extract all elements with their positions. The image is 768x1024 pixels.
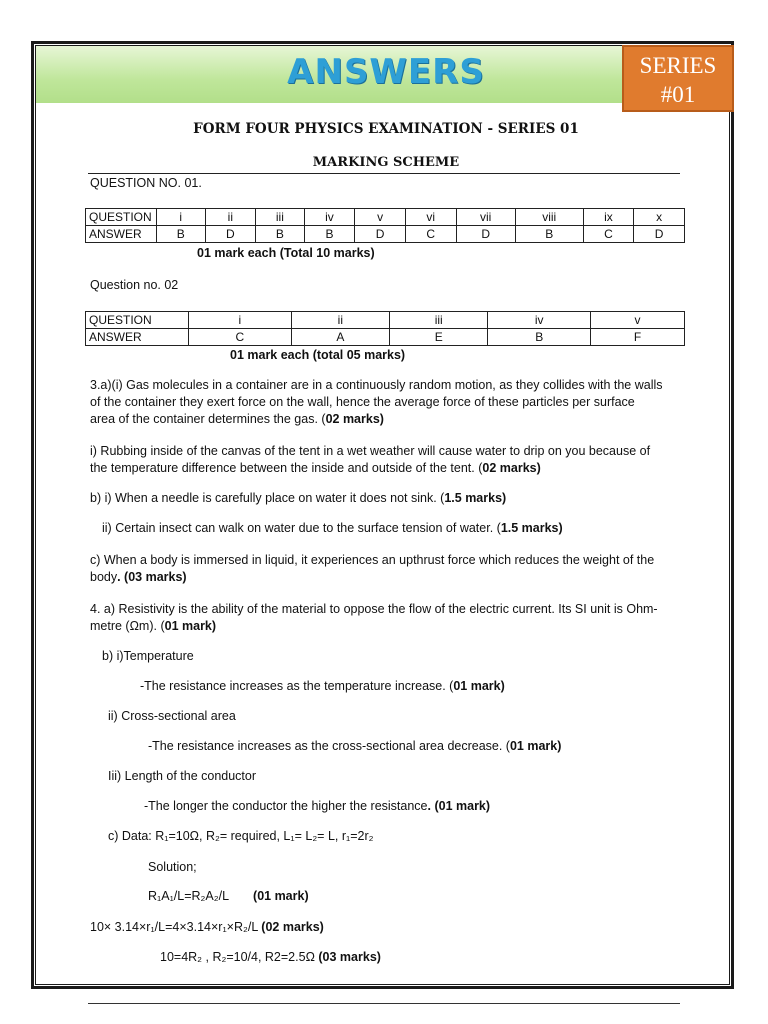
q2-number: i	[189, 312, 292, 329]
q1-number: ix	[583, 209, 634, 226]
q1-answer: C	[583, 226, 634, 243]
q4b-heading: b) i)Temperature	[102, 649, 194, 663]
q4c-marks: 01 mark)	[509, 739, 562, 753]
q3a-line2: of the container they exert force on the wall, hence the average force of these particles per surface	[90, 395, 635, 409]
q1-number: x	[634, 209, 685, 226]
q2-answer-table	[85, 311, 685, 346]
series-badge	[622, 45, 734, 112]
q4e-formula-line	[148, 888, 309, 905]
q3b-i-text: b) i) When a needle is carefully place on water it does not sink. (	[90, 491, 445, 505]
q4a-line2	[90, 618, 216, 635]
q4e-data: c) Data: R₁=10Ω, R₂= required, L₁= L₂= L, r₁=2r₂	[108, 829, 374, 843]
q1-number: iv	[304, 209, 355, 226]
q3c-marks: . (03 marks)	[117, 570, 187, 584]
q2-answer-header: ANSWER	[86, 329, 189, 346]
q3i-text: the temperature difference between the inside and outside of the tent. (	[90, 461, 483, 475]
q1-number: viii	[515, 209, 583, 226]
q4f-marks: (02 marks)	[261, 920, 324, 934]
q1-number: vii	[456, 209, 515, 226]
q2-answer: E	[390, 329, 488, 346]
q3i-marks: 02 marks)	[482, 461, 541, 475]
q3b-ii-marks: 1.5 marks)	[500, 521, 563, 535]
q1-answer: C	[405, 226, 456, 243]
q3i-line2	[90, 460, 541, 477]
q1-number: ii	[205, 209, 256, 226]
q4g-marks: (03 marks)	[318, 950, 381, 964]
q2-answer: B	[488, 329, 591, 346]
q4e-formula-marks: (01 mark)	[253, 889, 309, 903]
q4a-text: metre (Ωm). (	[90, 619, 165, 633]
q1-answer: D	[634, 226, 685, 243]
q3a-text: area of the container determines the gas. (	[90, 412, 326, 426]
q1-answer: B	[157, 226, 206, 243]
q1-answer: B	[304, 226, 355, 243]
q1-number: vi	[405, 209, 456, 226]
q3b-i-line	[90, 490, 506, 507]
q2-number: ii	[291, 312, 389, 329]
q4a-line1: 4. a) Resistivity is the ability of the material to oppose the flow of the electric current. Its SI unit is Ohm-	[90, 602, 658, 616]
q4e-solution: Solution;	[148, 860, 197, 874]
q4c-heading: ii) Cross-sectional area	[108, 709, 236, 723]
q3b-i-marks: 1.5 marks)	[444, 491, 507, 505]
q4c-text: -The resistance increases as the cross-sectional area decrease. (	[148, 739, 510, 753]
q2-marks-note: 01 mark each (total 05 marks)	[230, 348, 406, 362]
q1-number: i	[157, 209, 206, 226]
q4d-text: -The longer the conductor the higher the resistance	[144, 799, 428, 813]
q4c-line	[148, 738, 561, 755]
q4d-line	[144, 798, 490, 815]
series-number: #01	[660, 82, 696, 107]
q3b-ii-text: ii) Certain insect can walk on water due to the surface tension of water. (	[102, 521, 501, 535]
q3a-line1: 3.a)(i) Gas molecules in a container are in a continuously random motion, as they collides with the walls	[90, 378, 663, 392]
q1-question-row	[86, 209, 685, 226]
q4g-line	[160, 949, 381, 966]
footer-rule	[88, 1003, 680, 1004]
series-label: SERIES	[639, 53, 717, 78]
q3c-text: body	[90, 570, 118, 584]
q1-answer: D	[355, 226, 406, 243]
heading-rule	[88, 173, 680, 174]
q2-answer-row	[86, 329, 685, 346]
q2-label: Question no. 02	[90, 278, 179, 292]
q1-question-header: QUESTION	[86, 209, 157, 226]
q2-answer: C	[189, 329, 292, 346]
marking-scheme-title: MARKING SCHEME	[312, 155, 460, 170]
q3c-line1: c) When a body is immersed in liquid, it experiences an upthrust force which reduces the weight of the	[90, 553, 655, 567]
q3c-line2	[90, 569, 187, 586]
q1-answer-header: ANSWER	[86, 226, 157, 243]
q4d-marks: . (01 mark)	[427, 799, 491, 813]
q4f-text: 10× 3.14×r₁/L=4×3.14×r₁×R₂/L	[90, 920, 262, 934]
q4d-heading: Iii) Length of the conductor	[108, 769, 257, 783]
exam-title: FORM FOUR PHYSICS EXAMINATION - SERIES 01	[193, 121, 579, 137]
q4b-text: -The resistance increases as the temperature increase. (	[140, 679, 454, 693]
answers-title: ANSWERS	[287, 52, 485, 92]
q2-number: iii	[390, 312, 488, 329]
q1-label: QUESTION NO. 01.	[90, 176, 202, 190]
q1-answer: B	[256, 226, 305, 243]
q2-number: v	[591, 312, 685, 329]
q4e-formula: R₁A₁/L=R₂A₂/L	[148, 889, 230, 903]
q4g-text: 10=4R₂ , R₂=10/4, R2=2.5Ω	[160, 950, 319, 964]
q2-question-row	[86, 312, 685, 329]
q2-question-header: QUESTION	[86, 312, 189, 329]
q1-answer-table	[85, 208, 685, 243]
q1-number: iii	[256, 209, 305, 226]
q1-answer: D	[205, 226, 256, 243]
q2-answer: F	[591, 329, 685, 346]
q4b-marks: 01 mark)	[453, 679, 505, 693]
q2-answer: A	[291, 329, 389, 346]
q2-number: iv	[488, 312, 591, 329]
q4b-line	[140, 678, 505, 695]
q1-marks-note: 01 mark each (Total 10 marks)	[197, 246, 375, 260]
q1-answer: B	[515, 226, 583, 243]
q1-answer-row	[86, 226, 685, 243]
q4a-marks: 01 mark)	[164, 619, 217, 633]
q3i-line1: i) Rubbing inside of the canvas of the tent in a wet weather will cause water to drip on you because of	[90, 444, 651, 458]
q4f-line	[90, 919, 324, 936]
q1-answer: D	[456, 226, 515, 243]
q3b-ii-line	[102, 520, 563, 537]
q3a-marks: 02 marks)	[325, 412, 384, 426]
q1-number: v	[355, 209, 406, 226]
q3a-line3	[90, 411, 384, 428]
